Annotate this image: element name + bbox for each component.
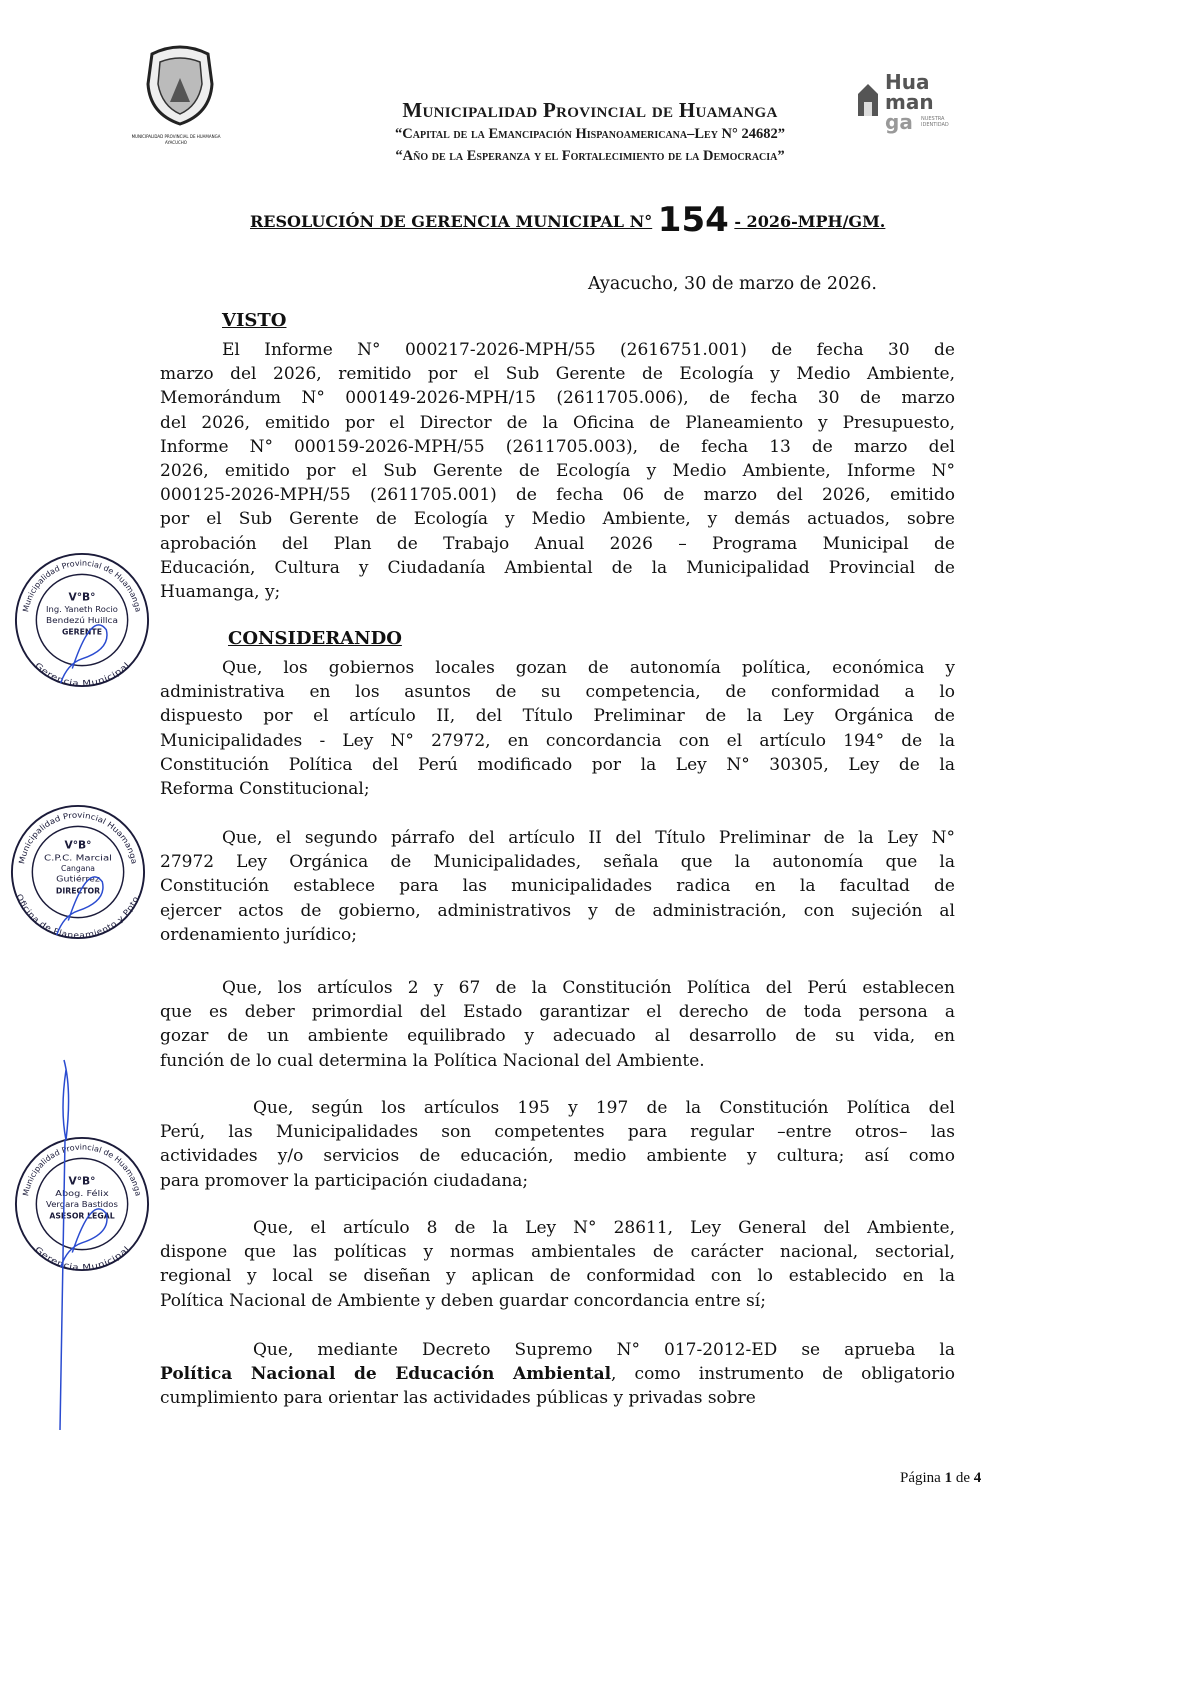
motto-line-1: “Capital de la Emancipación Hispanoamericana–Ley N° 24682” (395, 126, 785, 142)
text-line: Constitución establece para las municipalidades radica en la facultad de (160, 876, 955, 897)
resolution-suffix: - 2026-MPH/GM. (734, 212, 886, 231)
considerando-paragraph-1 (160, 656, 955, 801)
text-line: Reforma Constitucional; (160, 778, 370, 799)
text-line: dispuesto por el artículo II, del Título Preliminar de la Ley Orgánica de (160, 706, 955, 727)
text-line: función de lo cual determina la Política Nacional del Ambiente. (160, 1050, 705, 1071)
text-line: 2026, emitido por el Sub Gerente de Ecología y Medio Ambiente, Informe N° (160, 460, 955, 481)
stamp-seal (14, 1136, 150, 1272)
stamp-name-line: Cangana (61, 864, 96, 874)
text-line: Perú, las Municipalidades son competentes para regular –entre otros– las (160, 1122, 955, 1143)
considerando-paragraph-5 (160, 1216, 955, 1313)
stamp-name-line: C.P.C. Marcial (44, 853, 112, 863)
text-line (160, 1362, 955, 1386)
text-line: marzo del 2026, remitido por el Sub Gerente de Ecología y Medio Ambiente, (160, 364, 955, 385)
text-line: Huamanga, y; (160, 581, 281, 602)
considerando-heading-text: CONSIDERANDO (228, 628, 402, 649)
considerando-paragraph-6 (160, 1338, 955, 1411)
stamp-vb: V°B° (68, 590, 96, 604)
page-of: de (955, 1470, 970, 1486)
text-line: del 2026, emitido por el Director de la Oficina de Planeamiento y Presupuesto, (160, 412, 955, 433)
stamp-bottom-text: Oficina de Planeamiento y Ppto. (14, 892, 142, 940)
stamp-name-line: Ing. Yaneth Rocio (46, 605, 119, 615)
text-segment: , como instrumento de obligatorio (611, 1364, 955, 1385)
page-number (900, 1470, 981, 1487)
stamp-role: DIRECTOR (55, 886, 101, 896)
considerando-paragraph-2 (160, 826, 955, 947)
stamp-seal (10, 804, 146, 940)
text-line: cumplimiento para orientar las actividades públicas y privadas sobre (160, 1388, 756, 1409)
stamp-oficina-planeamiento (10, 804, 146, 944)
signature-line (50, 1050, 80, 1440)
text-line: aprobación del Plan de Trabajo Anual 2026 – Programa Municipal de (160, 533, 955, 554)
text-line: Informe N° 000159-2026-MPH/55 (2611705.003), de fecha 13 de marzo del (160, 436, 955, 457)
text-line: gozar de un ambiente equilibrado y adecuado al desarrollo de su vida, en (160, 1026, 955, 1047)
text-line: ordenamiento jurídico; (160, 924, 358, 945)
crest-subcaption: AYACUCHO (165, 140, 187, 145)
stamp-top-text: Municipalidad Provincial de Huamanga (21, 558, 143, 613)
considerando-paragraph-4 (160, 1096, 955, 1193)
resolution-prefix: RESOLUCIÓN DE GERENCIA MUNICIPAL N° (250, 212, 653, 231)
resolution-number: 154 (657, 200, 729, 240)
stamp-asesoria-legal (14, 1136, 150, 1276)
text-line: por el Sub Gerente de Ecología y Medio Ambiente, y demás actuados, sobre (160, 509, 955, 530)
text-line: ejercer actos de gobierno, administrativos y de administración, con sujeción al (160, 900, 955, 921)
stamp-top-text: Municipalidad Provincial Huamanga (17, 810, 139, 865)
text-line: Que, según los artículos 195 y 197 de la Constitución Política del (253, 1098, 955, 1118)
crest-caption-line: MUNICIPALIDAD PROVINCIAL DE HUAMANGA (131, 134, 221, 139)
visto-heading-text: VISTO (222, 310, 287, 331)
motto-line-2: “Año de la Esperanza y el Fortalecimiento de la Democracia” (395, 148, 785, 164)
text-line: Que, mediante Decreto Supremo N° 017-2012-ED se aprueba la (253, 1340, 955, 1360)
text-line: administrativa en los asuntos de su competencia, de conformidad a lo (160, 682, 955, 703)
text-line: Política Nacional de Ambiente y deben guardar concordancia entre sí; (160, 1290, 766, 1311)
stamp-role: ASESOR LEGAL (49, 1211, 115, 1221)
crest-caption (126, 134, 226, 146)
text-line: Memorándum N° 000149-2026-MPH/15 (2611705.006), de fecha 30 de marzo (160, 388, 955, 409)
text-line: actividades y/o servicios de educación, medio ambiente y cultura; así como (160, 1146, 955, 1167)
document-date: Ayacucho, 30 de marzo de 2026. (588, 274, 877, 294)
text-line: El Informe N° 000217-2026-MPH/55 (2616751.001) de fecha 30 de (222, 340, 955, 360)
stamp-name-line: Bendezú Huillca (46, 615, 119, 625)
visto-paragraph (160, 338, 955, 604)
resolution-title (250, 200, 940, 240)
text-line: 27972 Ley Orgánica de Municipalidades, señala que la autonomía que la (160, 852, 955, 873)
logo-line: ga (885, 110, 913, 134)
considerando-heading (228, 628, 402, 649)
stamp-name-line: Vergara Bastidos (46, 1199, 118, 1209)
logo-tagline: NUESTRA IDENTIDAD (921, 116, 949, 128)
total-pages: 4 (973, 1470, 982, 1486)
text-line: dispone que las políticas y normas ambientales de carácter nacional, sectorial, (160, 1242, 955, 1263)
current-page: 1 (944, 1470, 953, 1486)
stamp-vb: V°B° (68, 1174, 96, 1188)
text-line: que es deber primordial del Estado garantizar el derecho de toda persona a (160, 1002, 955, 1023)
text-line: Que, el segundo párrafo del artículo II del Título Preliminar de la Ley N° (222, 828, 955, 848)
stamp-gerencia-municipal (14, 552, 150, 692)
text-line: Educación, Cultura y Ciudadanía Ambiental de la Municipalidad Provincial de (160, 557, 955, 578)
considerando-paragraph-3 (160, 976, 955, 1073)
stamp-vb: V°B° (64, 838, 92, 852)
text-line: 000125-2026-MPH/55 (2611705.001) de fecha 06 de marzo del 2026, emitido (160, 485, 955, 506)
bold-text: Política Nacional de Educación Ambiental (160, 1364, 612, 1385)
text-line: Que, el artículo 8 de la Ley N° 28611, Ley General del Ambiente, (253, 1218, 955, 1238)
logo-line: Hua (885, 70, 930, 94)
stamp-bottom-text: Gerencia Municipal (33, 1244, 131, 1272)
page-label: Página (900, 1470, 941, 1486)
text-line: Constitución Política del Perú modificado por la Ley N° 30305, Ley de la (160, 754, 955, 775)
stamp-role: GERENTE (61, 627, 103, 637)
stamp-top-text: Municipalidad Provincial de Huamanga (21, 1142, 143, 1197)
text-line: Municipalidades - Ley N° 27972, en concordancia con el artículo 194° de la (160, 730, 955, 751)
text-line: Que, los artículos 2 y 67 de la Constitución Política del Perú establecen (222, 978, 955, 998)
stamp-name-line: Abog. Félix (55, 1189, 110, 1199)
institution-name: Municipalidad Provincial de Huamanga (402, 98, 778, 122)
visto-heading (222, 310, 286, 331)
text-line: para promover la participación ciudadana; (160, 1170, 529, 1191)
stamp-seal (14, 552, 150, 688)
text-line: regional y local se diseñan y aplican de conformidad con lo establecido en la (160, 1266, 955, 1287)
municipal-crest-logo (140, 44, 220, 128)
stamp-bottom-text: Gerencia Municipal (33, 660, 131, 688)
stamp-name-line: Gutiérrez (56, 874, 100, 884)
logo-line: man (885, 90, 934, 114)
text-line: Que, los gobiernos locales gozan de autonomía política, económica y (222, 658, 955, 678)
